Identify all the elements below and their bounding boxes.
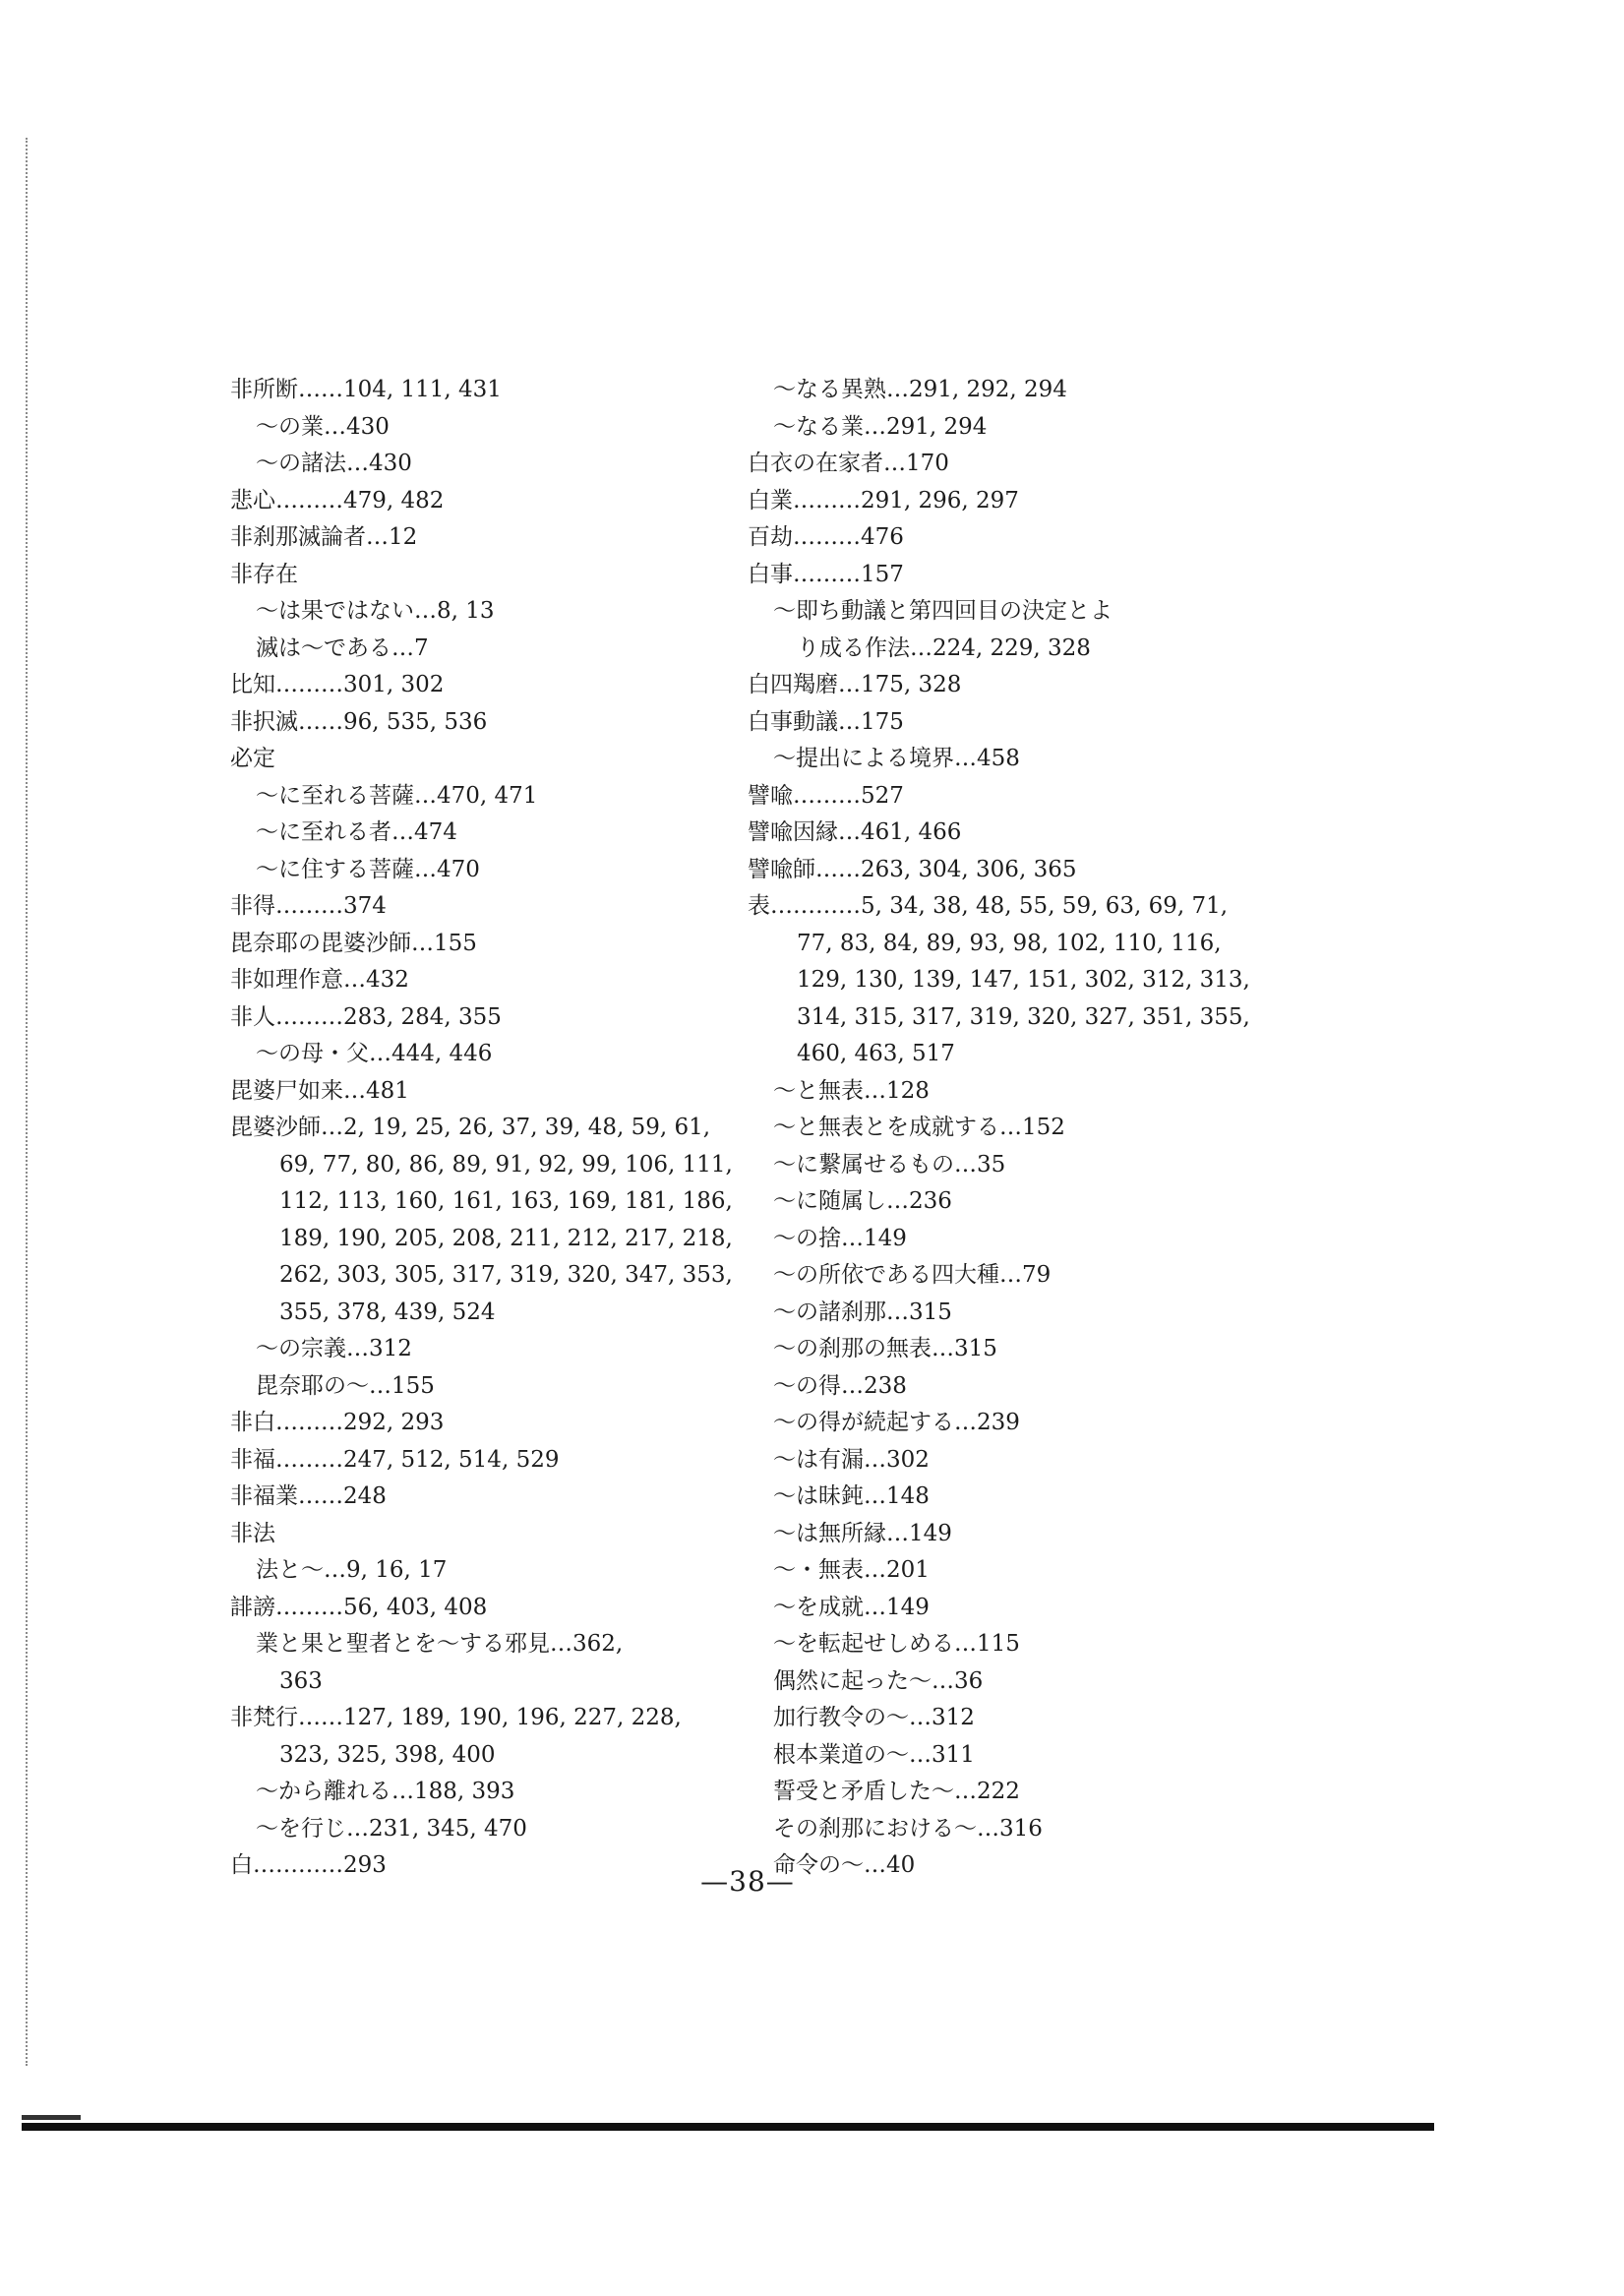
index-subentry: ～に住する菩薩…470: [256, 856, 480, 882]
index-entry: 譬喩………527: [748, 782, 904, 809]
index-entry: 比知………301, 302: [230, 672, 445, 697]
index-subentry: 業と果と聖者とを～する邪見…362,: [256, 1631, 624, 1657]
index-subentry: ～の諸刹那…315: [773, 1299, 952, 1325]
index-subentry: 363: [279, 1667, 323, 1694]
index-entry: 毘奈耶の毘婆沙師…155: [230, 930, 477, 956]
index-subentry: ～は有漏…302: [773, 1446, 930, 1473]
index-subentry: 滅は～である…7: [256, 634, 429, 661]
index-subentry: ～なる異熟…291, 292, 294: [773, 377, 1067, 402]
bottom-rule: [22, 2123, 1434, 2131]
index-entry: 白業………291, 296, 297: [748, 487, 1019, 514]
index-subentry: ～即ち動議と第四回目の決定とよ: [773, 598, 1113, 624]
index-subentry: 加行教令の～…312: [773, 1705, 975, 1730]
index-subentry: ～は果ではない…8, 13: [256, 598, 495, 624]
index-subentry: 命令の～…40: [773, 1852, 916, 1878]
index-subentry: 偶然に起った～…36: [773, 1667, 984, 1694]
index-entry: 非福業……248: [230, 1483, 387, 1509]
index-subentry: ～の刹那の無表…315: [773, 1336, 997, 1361]
index-subentry: ～の母・父…444, 446: [256, 1041, 493, 1066]
index-subentry: 誓受と矛盾した～…222: [773, 1779, 1020, 1804]
index-entry: 非人………283, 284, 355: [230, 1003, 502, 1030]
index-subentry: 314, 315, 317, 319, 320, 327, 351, 355,: [797, 1003, 1250, 1030]
index-subentry: 根本業道の～…311: [773, 1741, 975, 1768]
index-subentry: ～を行じ…231, 345, 470: [256, 1815, 527, 1842]
index-entry: 非白………292, 293: [230, 1410, 445, 1435]
index-subentry: ～・無表…201: [773, 1557, 930, 1583]
index-entry: 非福………247, 512, 514, 529: [230, 1446, 560, 1473]
index-entry: 譬喩師……263, 304, 306, 365: [748, 856, 1077, 882]
index-entry: 白事………157: [748, 561, 904, 587]
index-entry: 白事動議…175: [748, 708, 904, 735]
index-column-left: [230, 372, 742, 1885]
index-entry: 毘婆沙師…2, 19, 25, 26, 37, 39, 48, 59, 61,: [230, 1115, 711, 1140]
index-entry: 非所断……104, 111, 431: [230, 377, 502, 402]
index-subentry: 262, 303, 305, 317, 319, 320, 347, 353,: [279, 1262, 733, 1288]
page-number: —38—: [700, 1865, 795, 1898]
index-entry: 非法: [230, 1520, 275, 1546]
index-entry: 表…………5, 34, 38, 48, 55, 59, 63, 69, 71,: [748, 893, 1229, 919]
index-subentry: 460, 463, 517: [797, 1041, 955, 1066]
index-subentry: 112, 113, 160, 161, 163, 169, 181, 186,: [279, 1188, 733, 1214]
index-subentry: ～に至れる者…474: [256, 819, 457, 845]
index-subentry: 323, 325, 398, 400: [279, 1741, 496, 1768]
index-entry: 毘婆尸如来…481: [230, 1077, 409, 1104]
index-entry: 非択滅……96, 535, 536: [230, 708, 488, 735]
scan-edge-mark: [26, 138, 31, 2066]
index-column-right: [748, 372, 1279, 1885]
index-subentry: ～と無表…128: [773, 1077, 930, 1104]
index-entry: 白…………293: [230, 1852, 387, 1878]
index-entry: 白四羯磨…175, 328: [748, 672, 962, 697]
index-subentry: ～の得…238: [773, 1372, 907, 1399]
index-subentry: 69, 77, 80, 86, 89, 91, 92, 99, 106, 111,: [279, 1151, 733, 1178]
index-entry: 非存在: [230, 561, 298, 587]
index-subentry: ～の宗義…312: [256, 1336, 412, 1361]
index-subentry: ～に至れる菩薩…470, 471: [256, 782, 538, 809]
index-subentry: 129, 130, 139, 147, 151, 302, 312, 313,: [797, 967, 1250, 993]
index-entry: 白衣の在家者…170: [748, 451, 949, 476]
index-subentry: ～と無表とを成就する…152: [773, 1115, 1065, 1140]
index-subentry: ～提出による境界…458: [773, 746, 1020, 771]
index-subentry: 毘奈耶の～…155: [256, 1372, 435, 1399]
index-entry: 非得………374: [230, 893, 387, 919]
index-subentry: ～の諸法…430: [256, 451, 412, 476]
index-subentry: ～は昧鈍…148: [773, 1483, 930, 1509]
index-subentry: ～を転起せしめる…115: [773, 1631, 1020, 1657]
index-subentry: ～に随属し…236: [773, 1188, 952, 1214]
index-subentry: 77, 83, 84, 89, 93, 98, 102, 110, 116,: [797, 930, 1222, 956]
index-entry: 悲心………479, 482: [230, 487, 445, 514]
index-subentry: 189, 190, 205, 208, 211, 212, 217, 218,: [279, 1225, 733, 1251]
index-entry: 非刹那滅論者…12: [230, 524, 418, 550]
index-entry: 百劫………476: [748, 524, 904, 550]
index-subentry: ～の所依である四大種…79: [773, 1262, 1052, 1288]
index-subentry: ～から離れる…188, 393: [256, 1779, 515, 1804]
index-entry: 必定: [230, 746, 275, 771]
index-subentry: ～に繋属せるもの…35: [773, 1151, 1006, 1178]
index-subentry: ～なる業…291, 294: [773, 413, 988, 440]
index-subentry: 法と～…9, 16, 17: [256, 1557, 448, 1583]
index-entry: 譬喩因縁…461, 466: [748, 819, 962, 845]
index-subentry: その刹那における～…316: [773, 1815, 1043, 1842]
index-subentry: 355, 378, 439, 524: [279, 1299, 496, 1325]
scan-edge-mark: [22, 2115, 81, 2120]
index-subentry: ～の捨…149: [773, 1225, 907, 1251]
index-entry: 非梵行……127, 189, 190, 196, 227, 228,: [230, 1705, 682, 1730]
index-subentry: り成る作法…224, 229, 328: [797, 634, 1091, 661]
index-subentry: ～は無所縁…149: [773, 1520, 952, 1546]
index-entry: 非如理作意…432: [230, 967, 409, 993]
index-subentry: ～の得が続起する…239: [773, 1410, 1020, 1435]
index-subentry: ～の業…430: [256, 413, 390, 440]
index-entry: 誹謗………56, 403, 408: [230, 1594, 488, 1620]
index-subentry: ～を成就…149: [773, 1594, 930, 1620]
